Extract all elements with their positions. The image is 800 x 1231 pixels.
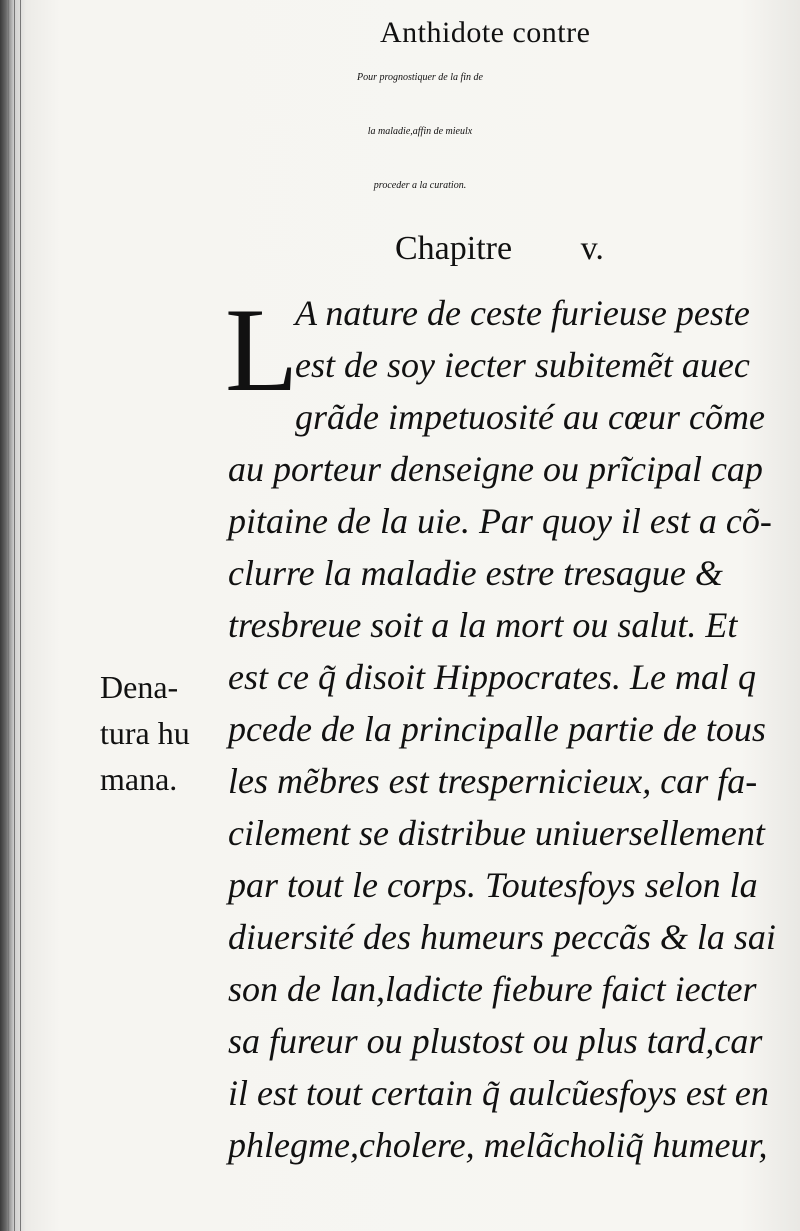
body-line-13: diuersité des humeurs peccãs & la sai [228, 917, 776, 957]
body-line-8: est ce q̃ disoit Hippocrates. Le mal q [228, 657, 756, 697]
body-line-15: sa fureur ou plustost ou plus tard,car [228, 1021, 763, 1061]
body-line-12: par tout le corps. Toutesfoys selon la [228, 865, 758, 905]
spine-line [8, 0, 9, 1231]
body-line-6: clurre la maladie estre tresague & [228, 553, 723, 593]
body-line-4: au porteur denseigne ou prĩcipal cap [228, 449, 763, 489]
chapter-heading [395, 230, 604, 268]
margin-note-line: tura hu [100, 715, 190, 751]
body-line-5: pitaine de la uie. Par quoy il est a cõ- [228, 501, 772, 541]
title-line-3: proceder a la curation. [373, 180, 467, 191]
margin-note [100, 664, 190, 802]
body-line-14: son de lan,ladicte fiebure faict iecter [228, 969, 757, 1009]
body-line-10: les mẽbres est trespernicieux, car fa- [228, 761, 758, 801]
margin-note-line: Dena- [100, 669, 179, 705]
title-line-1: Pour prognostiquer de la fin de [356, 72, 483, 83]
body-line-1: A nature de ceste furieuse peste [295, 293, 750, 333]
body-line-17: phlegme,cholere, melãcholiq̃ humeur, [228, 1125, 768, 1165]
body-line-2: est de soy iecter subitemẽt auec [295, 345, 750, 385]
chapter-label: Chapitre [395, 230, 513, 267]
margin-note-line: mana. [100, 761, 178, 797]
body-line-11: cilement se distribue uniuersellement [228, 813, 765, 853]
body-line-16: il est tout certain q̃ aulcũesfoys est en [228, 1073, 769, 1113]
body-line-9: pcede de la principalle partie de tous [228, 709, 766, 749]
spine-line [14, 0, 15, 1231]
title-line-2: la maladie,affin de mieulx [367, 126, 473, 137]
running-head: Anthidote contre [380, 16, 591, 49]
chapter-number: v. [580, 230, 604, 267]
drop-cap: L [225, 283, 299, 416]
body-line-3: grãde impetuosité au cœur cõme [295, 397, 765, 437]
body-line-7: tresbreue soit a la mort ou salut. Et [228, 605, 738, 645]
